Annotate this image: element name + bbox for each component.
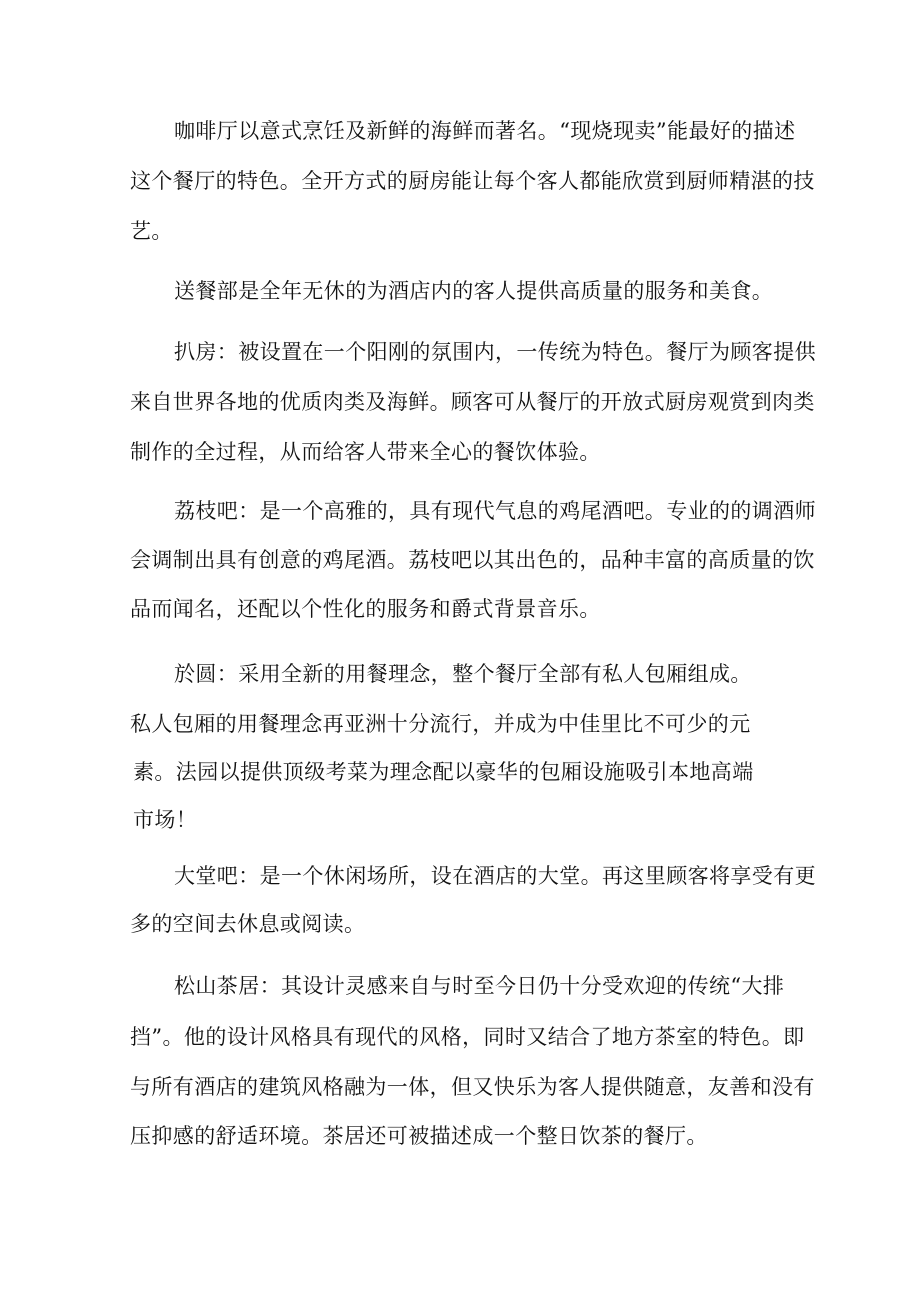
yu-garden-line-1: 於圆：采用全新的用餐理念，整个餐厅全部有私人包厢组成。 (174, 662, 752, 686)
yu-garden-line-2: 私人包厢的用餐理念再亚洲十分流行，并成为中佳里比不可少的元 (130, 712, 751, 736)
tea-house-line-1: 松山茶居：其设计灵感来自与时至今日仍十分受欢迎的传统“大排 (174, 974, 785, 998)
grill-line-1: 扒房：被设置在一个阳刚的氛围内，一传统为特色。餐厅为顾客提供 (174, 340, 816, 364)
lychee-bar-line-1: 荔枝吧：是一个高雅的，具有现代气息的鸡尾酒吧。专业的的调酒师 (174, 499, 816, 523)
lychee-bar-line-3: 品而闻名，还配以个性化的服务和爵式背景音乐。 (130, 597, 601, 621)
yu-garden-line-3: 素。法园以提供顶级考菜为理念配以豪华的包厢设施吸引本地高端 (133, 760, 754, 784)
lobby-bar-line-2: 多的空间去休息或阅读。 (130, 912, 366, 936)
cafe-line-2: 这个餐厅的特色。全开方式的厨房能让每个客人都能欣赏到厨师精湛的技 (130, 169, 815, 193)
lobby-bar-line-1: 大堂吧：是一个休闲场所，设在酒店的大堂。再这里顾客将享受有更 (174, 864, 816, 888)
lychee-bar-line-2: 会调制出具有创意的鸡尾酒。荔枝吧以其出色的，品种丰富的高质量的饮 (130, 548, 815, 572)
grill-line-3: 制作的全过程，从而给客人带来全心的餐饮体验。 (130, 440, 601, 464)
tea-house-line-4: 压抑感的舒适环境。茶居还可被描述成一个整日饮茶的餐厅。 (130, 1124, 708, 1148)
grill-line-2: 来自世界各地的优质肉类及海鲜。顾客可从餐厅的开放式厨房观赏到肉类 (130, 390, 815, 414)
cafe-line-1: 咖啡厅以意式烹饪及新鲜的海鲜而著名。“现烧现卖”能最好的描述 (174, 119, 796, 143)
tea-house-line-3: 与所有酒店的建筑风格融为一体，但又快乐为客人提供随意，友善和没有 (130, 1075, 815, 1099)
tea-house-line-2: 挡”。他的设计风格具有现代的风格，同时又结合了地方茶室的特色。即 (130, 1025, 805, 1049)
room-service-line-1: 送餐部是全年无休的为酒店内的客人提供高质量的服务和美食。 (174, 279, 774, 303)
yu-garden-line-4: 市场！ (133, 808, 198, 832)
cafe-line-3: 艺。 (130, 219, 173, 243)
